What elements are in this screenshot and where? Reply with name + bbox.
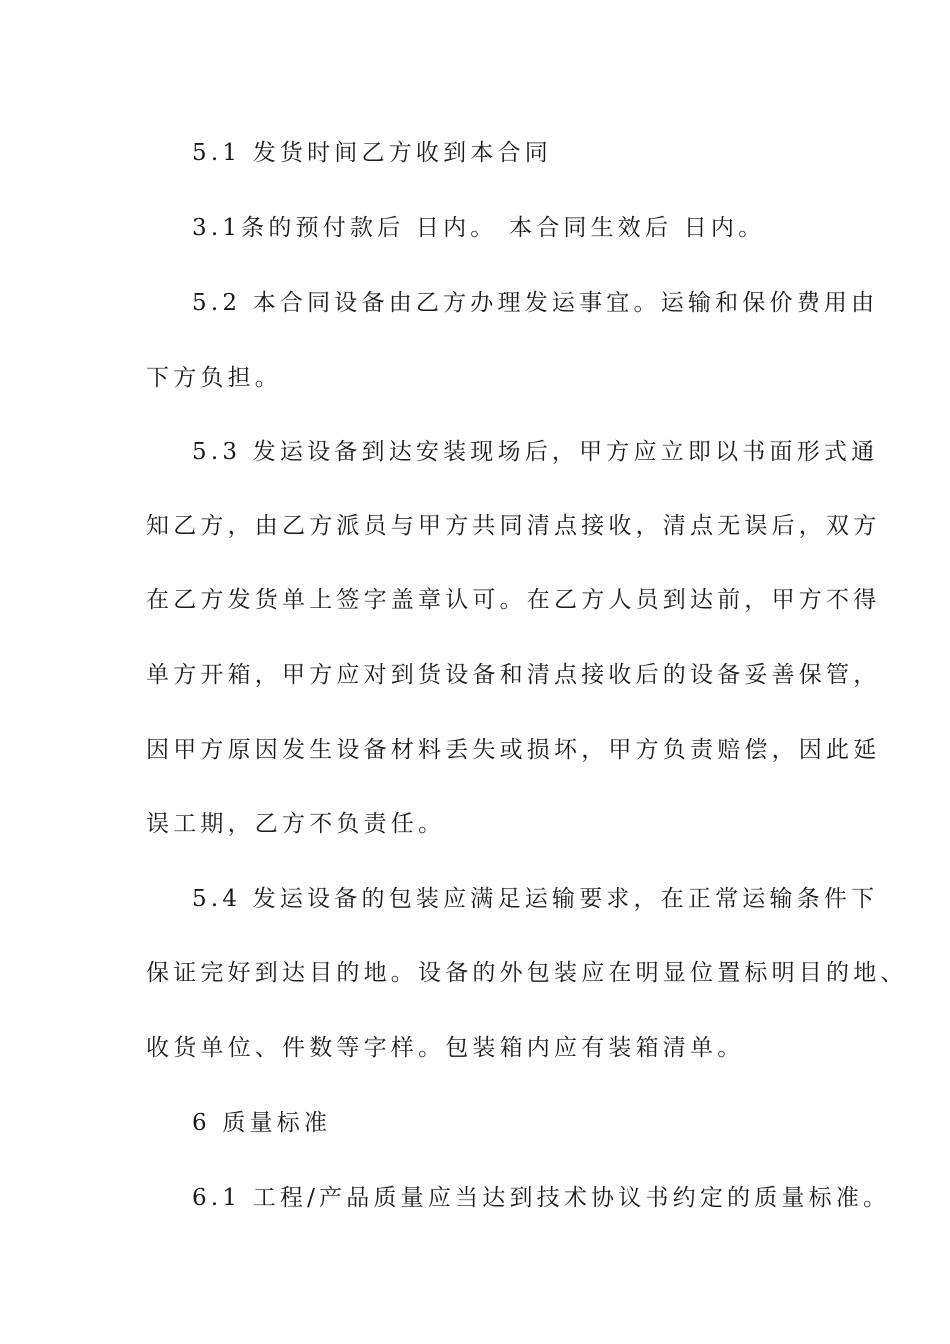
paragraph-5-3-line-6: 误工期，乙方不负责任。 [146, 811, 446, 837]
paragraph-6-1-line-1: 6.1 工程/产品质量应当达到技术协议书约定的质量标准。 [192, 1185, 891, 1211]
paragraph-5-4-line-1: 5.4 发运设备的包装应满足运输要求，在正常运输条件下 [192, 886, 879, 912]
paragraph-5-4-line-3: 收货单位、件数等字样。包装箱内应有装箱清单。 [146, 1035, 745, 1061]
paragraph-5-1-line-2: 3.1条的预付款后 日内。 本合同生效后 日内。 [192, 215, 766, 241]
paragraph-5-3-line-5: 因甲方原因发生设备材料丢失或损坏，甲方负责赔偿，因此延 [146, 737, 881, 763]
paragraph-5-4-line-2: 保证完好到达目的地。设备的外包装应在明显位置标明目的地、 [146, 960, 908, 986]
paragraph-5-3-line-2: 知乙方，由乙方派员与甲方共同清点接收，清点无误后，双方 [146, 513, 881, 539]
paragraph-5-2-line-2: 下方负担。 [146, 365, 282, 391]
paragraph-5-3-line-3: 在乙方发货单上签字盖章认可。在乙方人员到达前，甲方不得 [146, 587, 881, 613]
paragraph-5-1-line-1: 5.1 发货时间乙方收到本合同 [192, 140, 552, 166]
paragraph-5-3-line-1: 5.3 发运设备到达安装现场后，甲方应立即以书面形式通 [192, 439, 879, 465]
section-6-heading: 6 质量标准 [192, 1110, 332, 1136]
paragraph-5-2-line-1: 5.2 本合同设备由乙方办理发运事宜。运输和保价费用由 [192, 290, 879, 316]
paragraph-5-3-line-4: 单方开箱，甲方应对到货设备和清点接收后的设备妥善保管， [146, 662, 881, 688]
